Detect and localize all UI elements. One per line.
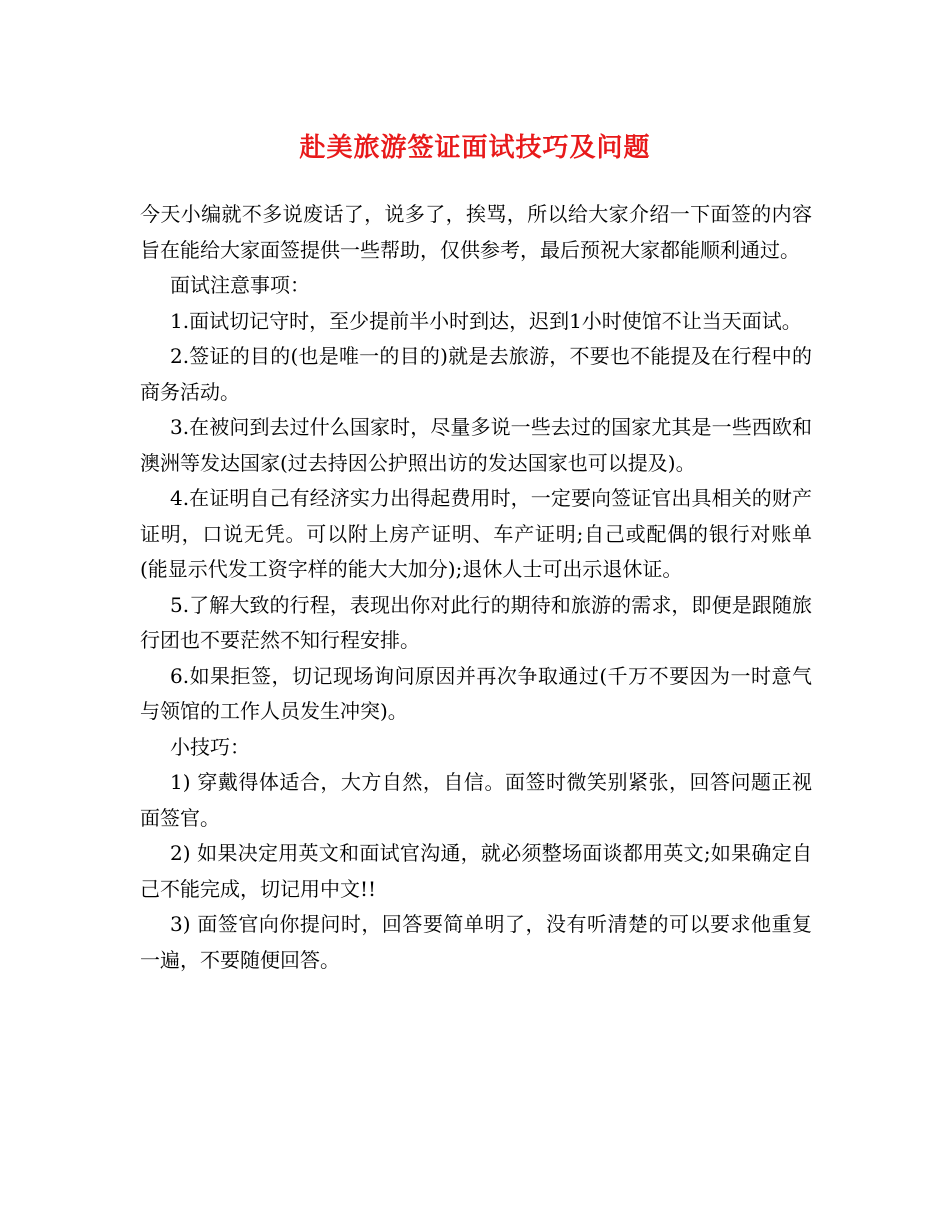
paragraph-note-5: 5.了解大致的行程，表现出你对此行的期待和旅游的需求，即便是跟随旅行团也不要茫然不知行程安排。 bbox=[140, 592, 812, 652]
section-heading-tips: 小技巧： bbox=[170, 734, 250, 759]
paragraph-tip-3: 3) 面签官向你提问时，回答要简单明了，没有听清楚的可以要求他重复一遍，不要随便回答。 bbox=[140, 912, 812, 972]
document-body bbox=[140, 197, 812, 978]
paragraph-tip-1: 1) 穿戴得体适合，大方自然，自信。面签时微笑别紧张，回答问题正视面签官。 bbox=[140, 770, 812, 830]
section-heading-interview-notes: 面试注意事项： bbox=[170, 273, 310, 297]
paragraph-intro: 今天小编就不多说废话了，说多了，挨骂，所以给大家介绍一下面签的内容旨在能给大家面签提供一些帮助，仅供参考，最后预祝大家都能顺利通过。 bbox=[140, 202, 812, 262]
document-title: 赴美旅游签证面试技巧及问题 bbox=[299, 133, 651, 163]
paragraph-note-2: 2.签证的目的(也是唯一的目的)就是去旅游，不要也不能提及在行程中的商务活动。 bbox=[140, 344, 812, 404]
paragraph-note-6: 6.如果拒签，切记现场询问原因并再次争取通过(千万不要因为一时意气与领馆的工作人员发生冲突)。 bbox=[140, 663, 812, 723]
paragraph-note-4: 4.在证明自己有经济实力出得起费用时，一定要向签证官出具相关的财产证明，口说无凭。可以附上房产证明、车产证明;自己或配偶的银行对账单(能显示代发工资字样的能大大加分);退休人士可出示退休证。 bbox=[140, 486, 812, 581]
paragraph-tip-2: 2) 如果决定用英文和面试官沟通，就必须整场面谈都用英文;如果确定自己不能完成，切记用中文!! bbox=[140, 841, 812, 901]
paragraph-note-1: 1.面试切记守时，至少提前半小时到达，迟到1小时使馆不让当天面试。 bbox=[170, 308, 802, 333]
paragraph-note-3: 3.在被问到去过什么国家时，尽量多说一些去过的国家尤其是一些西欧和澳洲等发达国家(过去持因公护照出访的发达国家也可以提及)。 bbox=[140, 415, 812, 475]
